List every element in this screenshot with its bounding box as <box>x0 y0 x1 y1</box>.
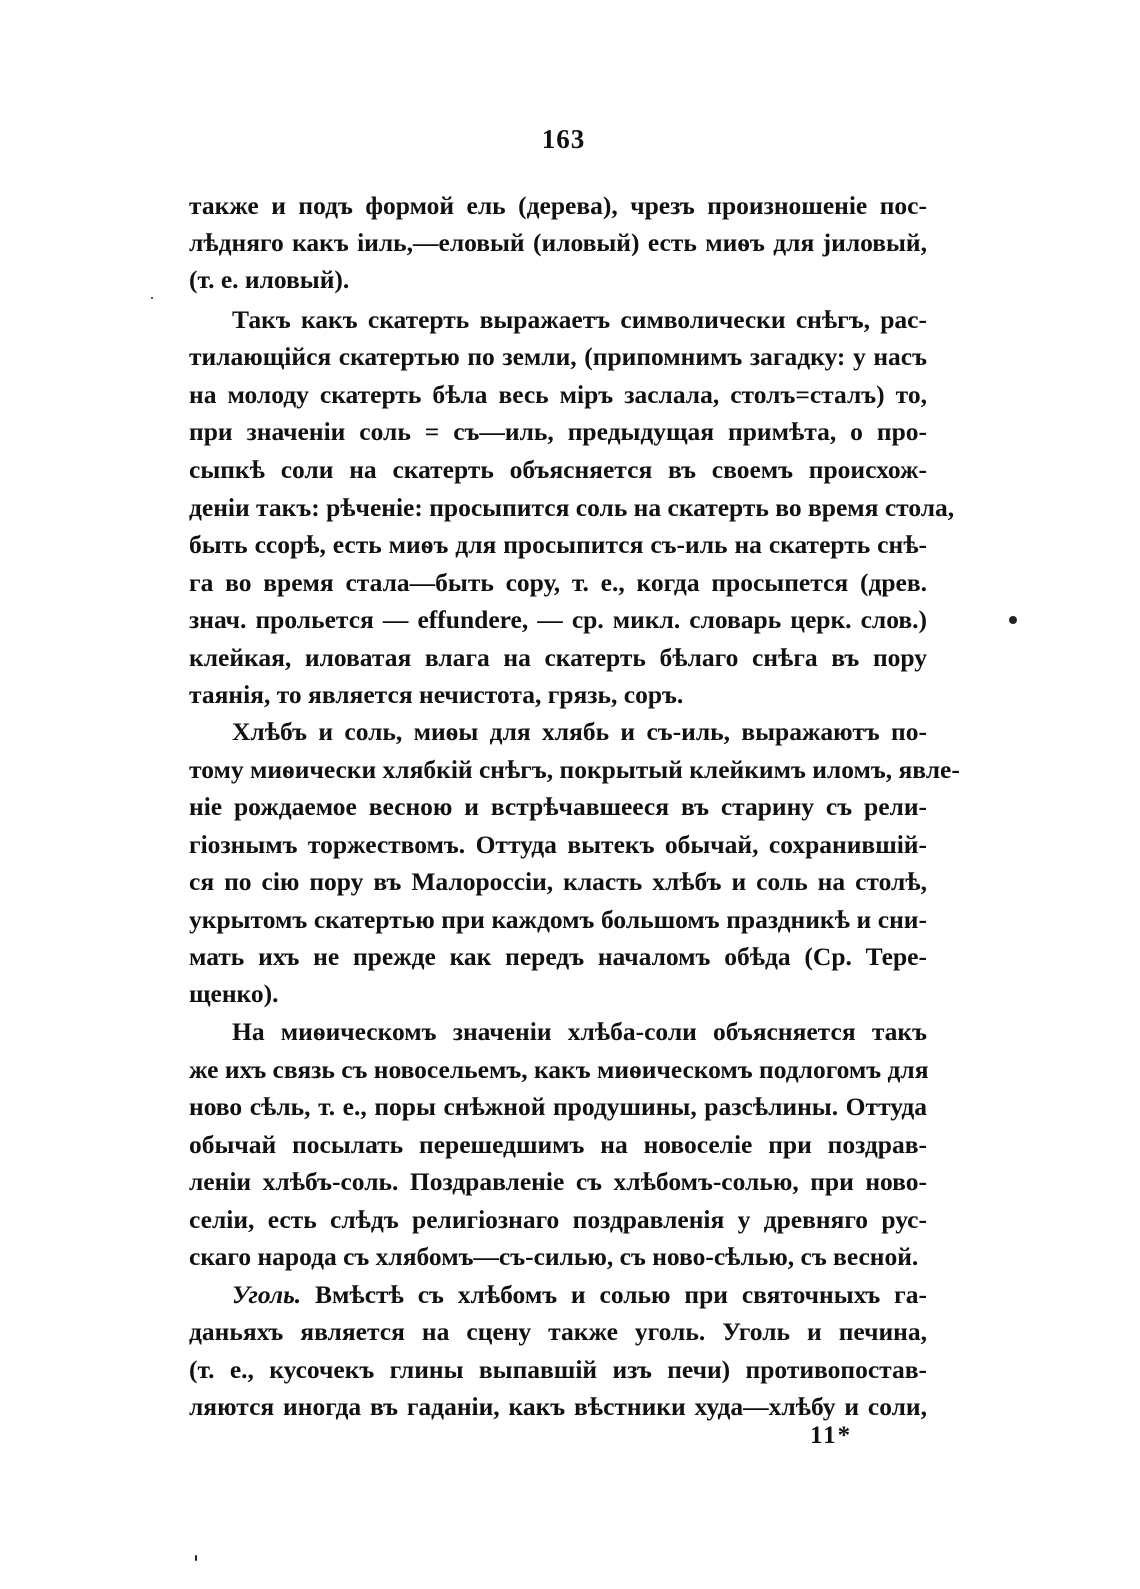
text-line: ніе рождаемое весною и встрѣчавшееся въ старину съ рели- <box>189 792 927 821</box>
scan-speck <box>195 1555 197 1561</box>
text-line: при значеніи соль = съ—иль, предыдущая примѣта, о про- <box>189 417 927 446</box>
text-line: га во время стала—быть сору, т. е., когда просыпется (древ. <box>189 568 927 597</box>
text-line: ново сѣль, т. е., поры снѣжной продушины, разсѣлины. Оттуда <box>189 1092 927 1121</box>
text-line: гіознымъ торжествомъ. Оттуда вытекъ обычай, сохранившій- <box>189 830 927 859</box>
text-line: укрытомъ скатертью при каждомъ большомъ праздникѣ и сни- <box>189 905 927 934</box>
text-line: ляются иногда въ гаданіи, какъ вѣстники худа—хлѣбу и соли, <box>189 1392 927 1421</box>
text-line: обычай посылать перешедшимъ на новоселіе при поздрав- <box>189 1130 927 1159</box>
text-line: же ихъ связь съ новосельемъ, какъ миѳическомъ подлогомъ для <box>189 1055 929 1084</box>
text-line: тому миѳически хлябкій снѣгъ, покрытый клейкимъ иломъ, явле- <box>189 755 960 784</box>
text-line: ся по сію пору въ Малороссіи, класть хлѣбъ и соль на столѣ, <box>189 867 927 896</box>
scan-speck <box>151 297 153 299</box>
text-line: (т. е., кусочекъ глины выпавшій изъ печи) противопостав- <box>189 1355 927 1384</box>
text-line: Такъ какъ скатерть выражаетъ символически снѣгъ, рас- <box>232 305 927 334</box>
text-line: деніи такъ: рѣченіе: просыпится соль на скатерть во время стола, <box>189 493 955 522</box>
text-line: быть ссорѣ, есть миѳъ для просыпится съ-иль на скатерть снѣ- <box>189 530 927 559</box>
page-number: 163 <box>541 124 586 154</box>
text-line: знач. прольется — effundere, — ср. микл. словарь церк. слов.) <box>189 605 927 634</box>
signature-mark: 11* <box>810 1422 853 1449</box>
text-line: тилающійся скатертью по земли, (припомнимъ загадку: у насъ <box>189 342 927 371</box>
text-line: мать ихъ не прежде как передъ началомъ обѣда (Ср. Тере- <box>189 942 927 971</box>
text-line: на молоду скатерть бѣла весь міръ заслала, столъ=сталъ) то, <box>189 380 927 409</box>
text-line: клейкая, иловатая влага на скатерть бѣлаго снѣга въ пору <box>189 643 927 672</box>
text-line: Хлѣбъ и соль, миѳы для хлябь и съ-иль, выражаютъ по- <box>232 717 927 746</box>
text-line: На миѳическомъ значеніи хлѣба-соли объясняется такъ <box>232 1017 927 1046</box>
text-span: Вмѣстѣ съ хлѣбомъ и солью при святочныхъ га- <box>315 1280 927 1309</box>
text-line: скаго народа съ хлябомъ—съ-силью, съ ново-сѣлью, съ весной. <box>189 1242 919 1271</box>
text-line: леніи хлѣбъ-соль. Поздравленіе съ хлѣбомъ-солью, при ново- <box>189 1167 927 1196</box>
text-line: лѣдняго какъ іиль,—еловый (иловый) есть миѳъ для јиловый, <box>189 228 927 257</box>
scan-speck <box>1009 616 1017 624</box>
text-line: (т. е. иловый). <box>189 265 350 294</box>
text-line: таянія, то является нечистота, грязь, соръ. <box>189 680 684 709</box>
text-line: селіи, есть слѣдъ религіознаго поздравленія у древняго рус- <box>189 1205 927 1234</box>
text-line: сыпкѣ соли на скатерть объясняется въ своемъ происхож- <box>189 455 927 484</box>
section-heading: Уголь. <box>232 1280 302 1309</box>
text-line: также и подъ формой ель (дерева), чрезъ произношеніе пос- <box>189 191 927 220</box>
text-line: даньяхъ является на сцену также уголь. Уголь и печина, <box>189 1317 927 1346</box>
text-line: щенко). <box>189 979 279 1008</box>
text-line <box>232 1277 927 1313</box>
